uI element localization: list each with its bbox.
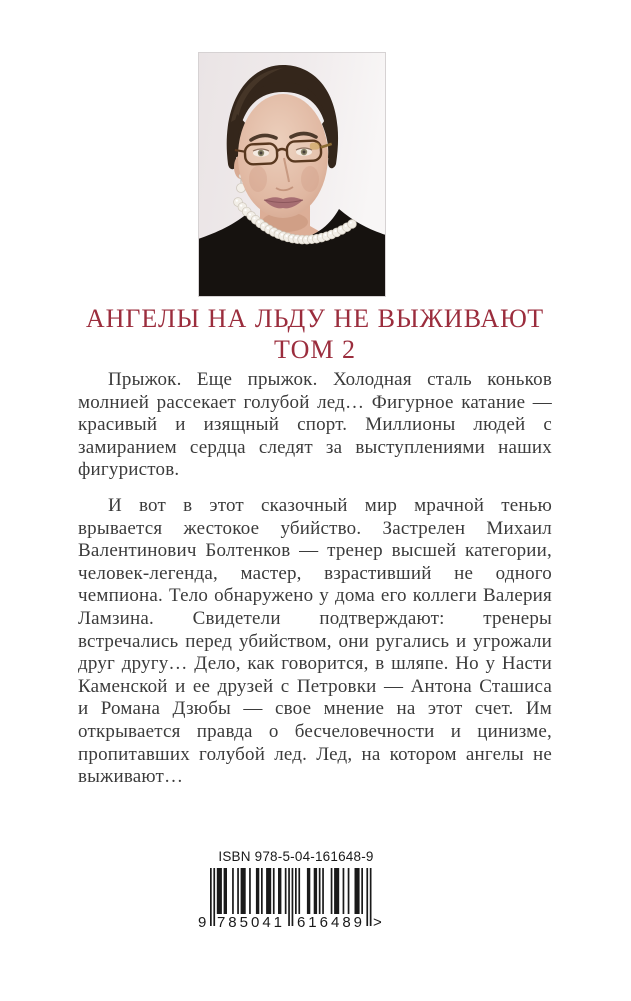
author-photo xyxy=(198,52,386,297)
barcode-quiet-zone-mark: > xyxy=(373,914,382,931)
barcode-digit-group1: 785041 xyxy=(216,914,286,931)
book-title xyxy=(78,303,552,365)
author-portrait-illustration xyxy=(198,52,386,297)
annotation-paragraph: И вот в этот сказочный мир мрачной тенью врывается жестокое убийство. Застрелен Михаил Валентинович Болтенков — тренер высшей категории, человек-легенда, мастер, взрастивший не одного чемпиона. Тело обнаружено у дома его коллеги Валерия Ламзина. Свидетели подтверждают: тренеры встречались перед убийством, они ругались и угрожали друг другу… Дело, как говорится, в шляпе. Но у Насти Каменской и ее друзей с Петровки — Антона Сташиса и Романа Дзюбы — свое мнение на этот счет. Им открывается правда о бесчеловечности и цинизме, пропитавших голубой лед. Лед, на котором ангелы не выживают… xyxy=(78,494,552,788)
annotation-paragraph: Прыжок. Еще прыжок. Холодная сталь коньков молнией рассекает голубой лед… Фигурное катание — красивый и изящный спорт. Миллионы людей с замиранием сердца следят за выступлениями наших фигуристов. xyxy=(78,369,552,481)
isbn-label: ISBN 978-5-04-161648-9 xyxy=(218,849,374,864)
book-title-line1: АНГЕЛЫ НА ЛЬДУ НЕ ВЫЖИВАЮТ xyxy=(85,304,545,333)
book-title-line2: ТОМ 2 xyxy=(274,335,356,364)
barcode xyxy=(196,868,396,934)
isbn-block xyxy=(196,849,396,934)
barcode-digit-group2: 616489 xyxy=(296,914,366,931)
annotation-text xyxy=(78,369,552,802)
barcode-digit-lead: 9 xyxy=(198,914,207,931)
